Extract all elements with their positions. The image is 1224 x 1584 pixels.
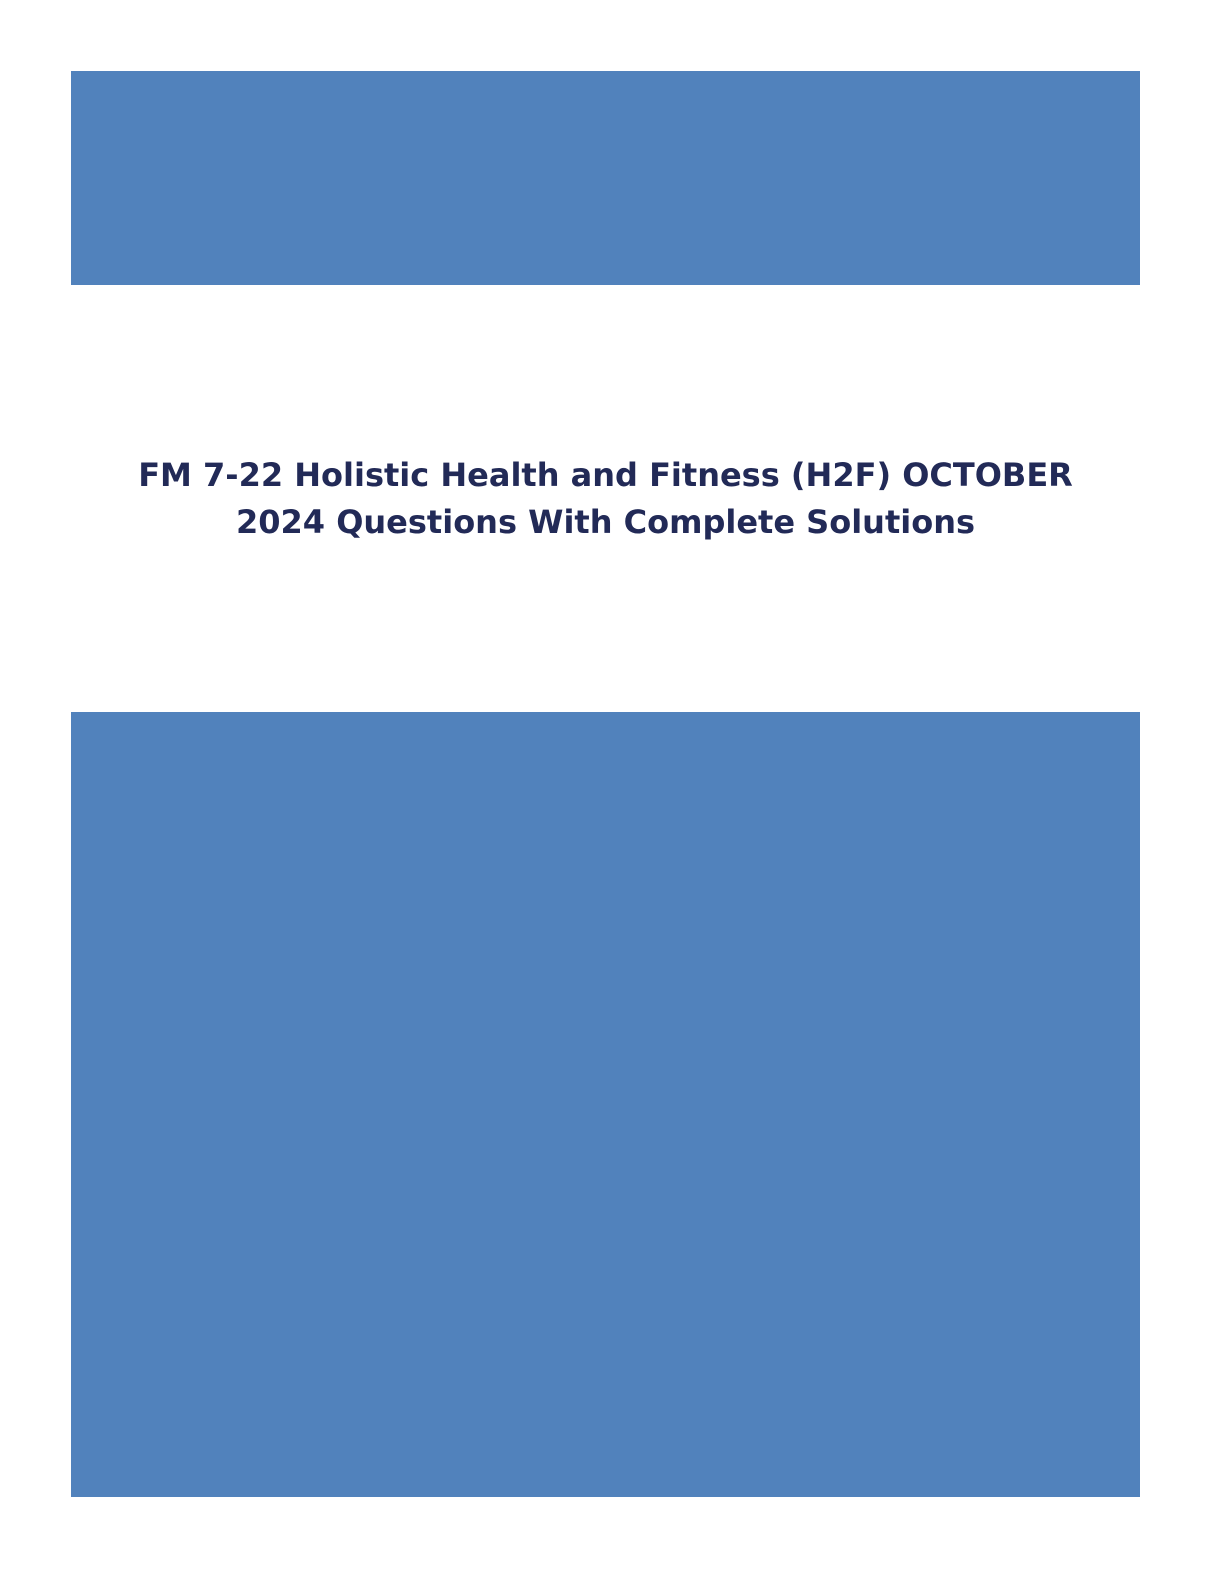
bottom-color-block (71, 712, 1140, 1497)
top-color-banner (71, 71, 1140, 285)
title-line-2: 2024 Questions With Complete Solutions (235, 503, 976, 541)
document-title (71, 452, 1140, 546)
title-line-1: FM 7-22 Holistic Health and Fitness (H2F) OCTOBER (138, 456, 1073, 494)
